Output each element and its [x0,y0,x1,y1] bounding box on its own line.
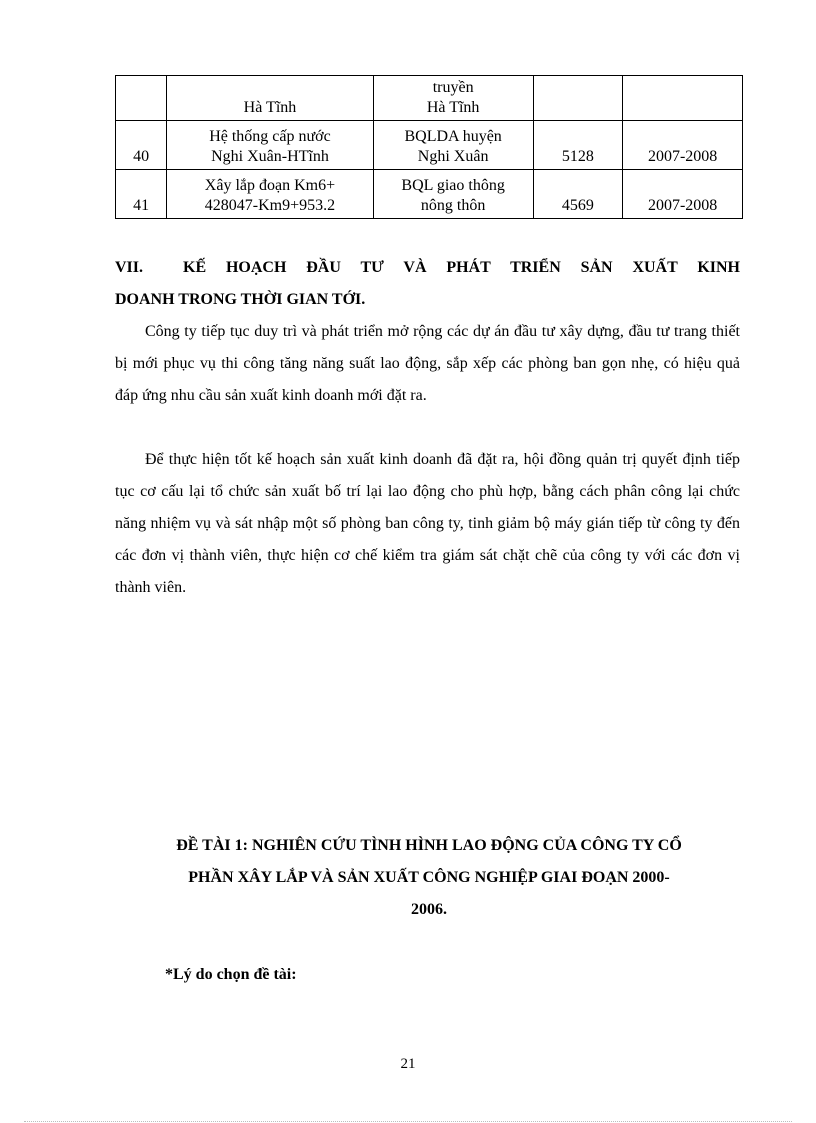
page-number: 21 [400,1056,416,1072]
section-number: VII. [115,259,144,276]
cell-text: nông thôn [420,197,486,214]
cell-value [533,121,623,170]
cell-text: 4569 [561,197,594,214]
cell-text: 41 [133,197,150,214]
cell-period [623,121,743,170]
cell-text: Hà Tĩnh [243,99,297,116]
cell-text: 428047-Km9+953.2 [204,197,336,214]
cell-number [116,170,167,219]
cell-investor [373,170,533,219]
cell-text: Xây lắp đoạn Km6+ [204,177,336,194]
cell-number [116,121,167,170]
cell-text: Hệ thống cấp nước [209,128,331,145]
cell-period [623,76,743,121]
topic-title-line: PHẦN XÂY LẮP VÀ SẢN XUẤT CÔNG NGHIỆP GIAI ĐOẠN 2000- [188,869,670,886]
cell-number [116,76,167,121]
cell-text: 40 [133,148,150,165]
project-table-body [116,76,743,219]
cell-text: 5128 [561,148,594,165]
cell-text: Nghi Xuân [417,148,489,165]
paragraph: Để thực hiện tốt kế hoạch sản xuất kinh doanh đã đặt ra, hội đồng quản trị quyết định tiếp tục cơ cấu lại tổ chức sản xuất bố trí lại lao động cho phù hợp, bằng cách phân công lại chức năng nhiệm vụ và sát nhập một số phòng ban công ty, tinh giảm bộ máy gián tiếp từ công ty đến các đơn vị thành viên, thực hiện cơ chế kiểm tra giám sát chặt chẽ của công ty với các đơn vị thành viên. [115,451,740,596]
cell-project-name [167,76,373,121]
cell-text: 2007-2008 [647,148,718,165]
cell-period [623,170,743,219]
cell-text: truyền [432,79,474,96]
section-title-line-2: DOANH TRONG THỜI GIAN TỚI. [115,291,366,308]
paragraph: Công ty tiếp tục duy trì và phát triển mở rộng các dự án đầu tư xây dựng, đầu tư trang thiết bị mới phục vụ thi công tăng năng suất lao động, sắp xếp các phòng ban gọn nhẹ, có hiệu quả đáp ứng nhu cầu sản xuất kinh doanh mới đặt ra. [115,323,740,404]
cell-investor [373,76,533,121]
cell-project-name [167,170,373,219]
cell-investor [373,121,533,170]
reason-label: *Lý do chọn đề tài: [165,966,297,983]
cell-text: 2007-2008 [647,197,718,214]
cell-value [533,170,623,219]
topic-title-line: ĐỀ TÀI 1: NGHIÊN CỨU TÌNH HÌNH LAO ĐỘNG CỦA CÔNG TY CỔ [176,837,682,854]
section-title-line-1: KẾ HOẠCH ĐẦU TƯ VÀ PHÁT TRIỂN SẢN XUẤT KINH [183,259,740,276]
cell-project-name [167,121,373,170]
table-row [116,170,743,219]
cell-value [533,76,623,121]
page-edge-divider [24,1121,792,1122]
table-row [116,76,743,121]
table-row [116,121,743,170]
cell-text: BQLDA huyện [404,128,502,145]
section-heading [115,252,740,316]
section-heading-line-1 [115,252,740,284]
project-table [115,75,743,219]
cell-text: Nghi Xuân-HTĩnh [211,148,329,165]
cell-text: BQL giao thông [401,177,505,194]
topic-title [115,830,743,926]
cell-text: Hà Tĩnh [426,99,480,116]
topic-title-line: 2006. [411,901,447,918]
